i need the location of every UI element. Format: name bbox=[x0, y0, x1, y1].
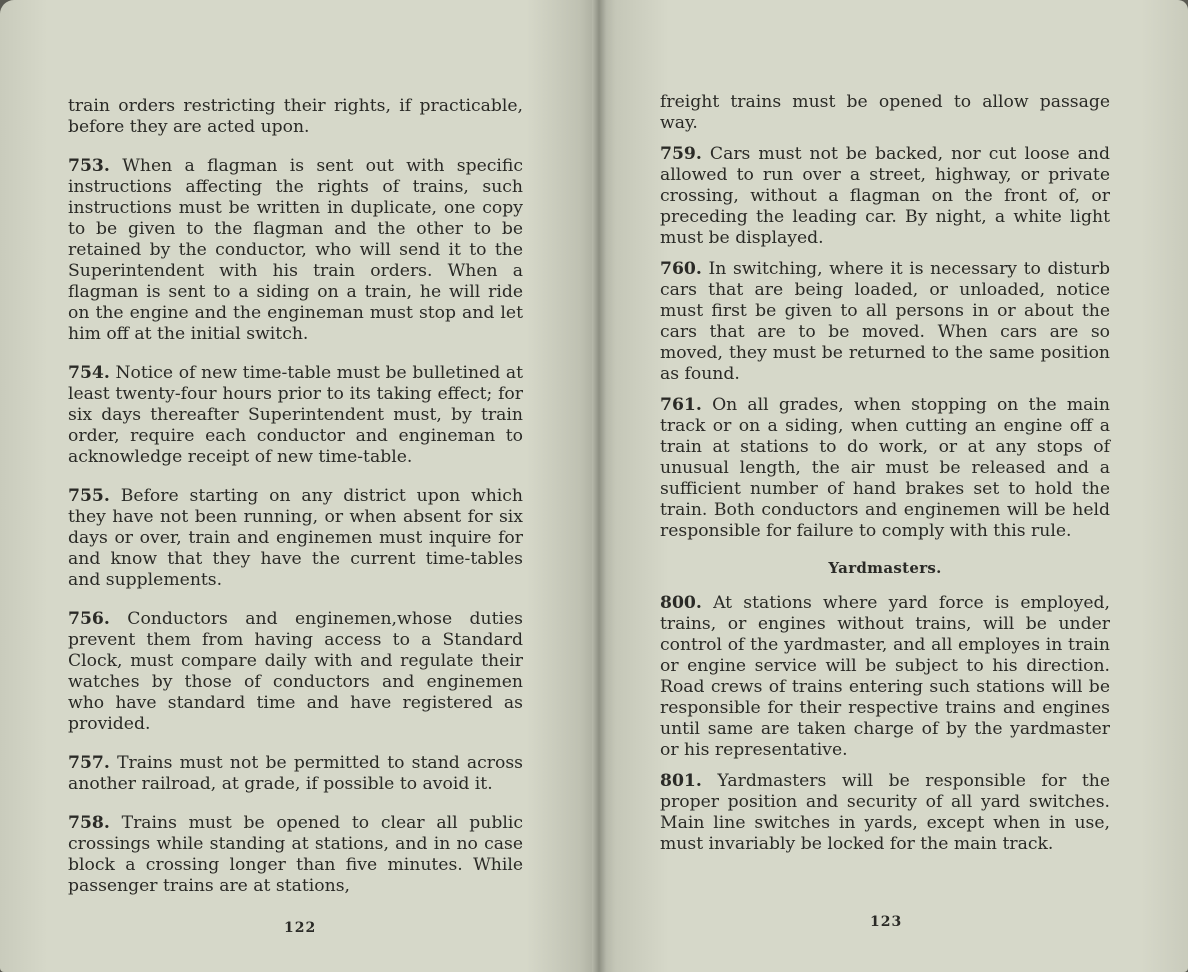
rule-number: 760. bbox=[660, 259, 702, 279]
rule-number: 801. bbox=[660, 771, 702, 791]
rule-number: 756. bbox=[68, 609, 110, 629]
rule-text: At stations where yard force is employed, trains, or engines without trains, will be under control of the yardmaster, and all employes in train or engine service will be subject to his direction. Road crews of trains entering such stations will be responsible for their respective trains and engines until same are taken charge of by the yardmaster or his representative. bbox=[660, 593, 1110, 760]
right-page bbox=[598, 0, 1188, 972]
rule-753 bbox=[68, 156, 523, 345]
rule-number: 755. bbox=[68, 486, 110, 506]
rule-757 bbox=[68, 753, 523, 795]
rule-800 bbox=[660, 593, 1110, 761]
rule-text: On all grades, when stopping on the main track or on a siding, when cutting an engine off a train at stations to do work, or at any stops of unusual length, the air must be released and a sufficient number of hand brakes set to hold the train. Both conductors and enginemen will be held responsible for failure to comply with this rule. bbox=[660, 395, 1110, 541]
continuation-text: freight trains must be opened to allow passage way. bbox=[660, 92, 1110, 133]
rule-755 bbox=[68, 486, 523, 591]
rule-number: 758. bbox=[68, 813, 110, 833]
right-page-text bbox=[660, 92, 1110, 865]
rule-text: Yardmasters will be responsible for the proper position and security of all yard switches. Main line switches in yards, except when in use, must invariably be locked for the main track. bbox=[660, 771, 1110, 854]
rule-760 bbox=[660, 259, 1110, 385]
left-page-text bbox=[68, 96, 523, 915]
book-gutter bbox=[592, 0, 606, 972]
rule-754 bbox=[68, 363, 523, 468]
rule-801 bbox=[660, 771, 1110, 855]
rule-text: In switching, where it is necessary to disturb cars that are being loaded, or unloaded, notice must first be given to all persons in or about the cars that are to be moved. When cars are so moved, they must be returned to the same position as found. bbox=[660, 259, 1111, 384]
rule-759 bbox=[660, 144, 1110, 249]
rule-number: 761. bbox=[660, 395, 702, 415]
section-heading: Yardmasters. bbox=[828, 559, 942, 577]
rule-number: 759. bbox=[660, 144, 702, 164]
rule-756 bbox=[68, 609, 523, 735]
page-number-right: 123 bbox=[870, 914, 903, 930]
page-number-left: 122 bbox=[284, 920, 317, 936]
continuation-text: train orders restricting their rights, if practicable, before they are acted upon. bbox=[68, 96, 523, 137]
rule-758 bbox=[68, 813, 523, 897]
rule-number: 753. bbox=[68, 156, 110, 176]
rule-number: 757. bbox=[68, 753, 110, 773]
rule-text: Trains must not be permitted to stand across another railroad, at grade, if possible to avoid it. bbox=[68, 753, 524, 794]
rule-text: When a flagman is sent out with specific instructions affecting the rights of trains, such instructions must be written in duplicate, one copy to be given to the flagman and the other to be retained by the conductor, who will send it to the Superintendent with his train orders. When a flagman is sent to a siding on a train, he will ride on the engine and the engineman must stop and let him off at the initial switch. bbox=[68, 156, 523, 344]
rule-text: Notice of new time-table must be bulletined at least twenty-four hours prior to its taking effect; for six days thereafter Superintendent must, by train order, require each conductor and engineman to acknowledge receipt of new time-table. bbox=[68, 363, 523, 467]
rule-text: Trains must be opened to clear all public crossings while standing at stations, and in no case block a crossing longer than five minutes. While passenger trains are at stations, bbox=[68, 813, 523, 896]
rule-text: Cars must not be backed, nor cut loose and allowed to run over a street, highway, or private crossing, without a flagman on the front of, or preceding the leading car. By night, a white light must be displayed. bbox=[660, 144, 1110, 248]
rule-number: 754. bbox=[68, 363, 110, 383]
rule-text: Before starting on any district upon which they have not been running, or when absent for six days or over, train and enginemen must inquire for and know that they have the current time-tables and supplements. bbox=[68, 486, 523, 590]
rule-number: 800. bbox=[660, 593, 702, 613]
rule-text: Conductors and enginemen,whose duties prevent them from having access to a Standard Clock, must compare daily with and regulate their watches by those of conductors and enginemen who have standard time and have registered as provided. bbox=[68, 609, 523, 734]
rule-761 bbox=[660, 395, 1110, 542]
